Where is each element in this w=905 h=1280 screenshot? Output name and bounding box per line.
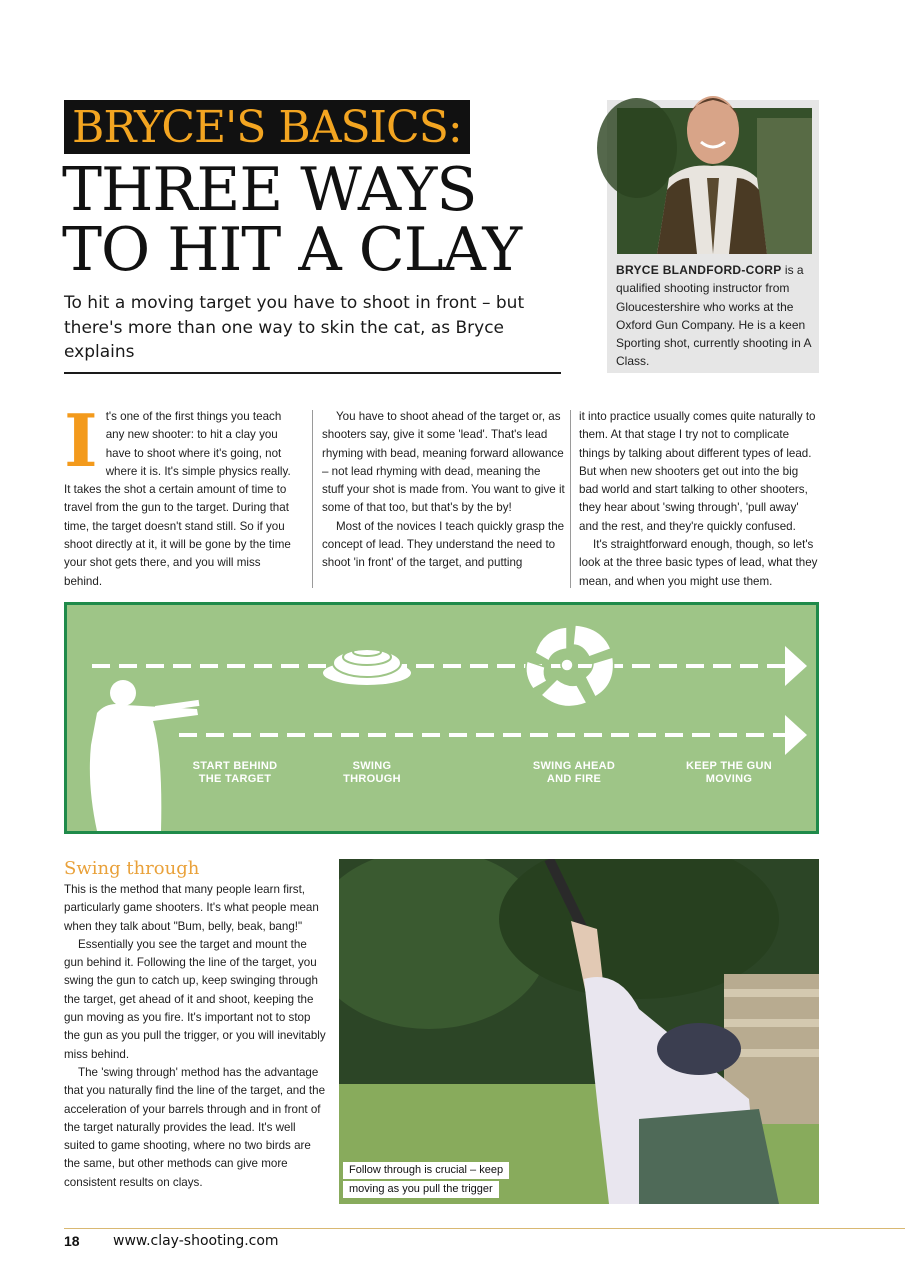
- intro-column-1: [64, 398, 300, 591]
- shooting-photo: [339, 859, 819, 1204]
- title-line-1: THREE WAYS: [62, 155, 477, 225]
- page-number: 18: [64, 1233, 80, 1249]
- broken-clay-icon: [526, 625, 614, 707]
- page-title: [62, 155, 602, 285]
- intro-paragraph-1: t's one of the first things you teach any new shooter: to hit a clay you have to shoot where it's going, not where it is. It's simple physics really. It takes the shot a certain amount of time to travel from the gun to the target. During that time, the target doesn't stand still. So if you shoot directly at it, it will be gone by the time your shot gets there, and you will miss behind.: [64, 410, 291, 588]
- lead-diagram: [64, 602, 819, 834]
- diagram-label-swing: SWING THROUGH: [343, 760, 401, 785]
- diagram-label-fire: SWING AHEAD AND FIRE: [532, 760, 616, 785]
- intro-paragraph-3: Most of the novices I teach quickly grasp the concept of lead. They understand the need to shoot 'in front' of the target, and putting: [322, 519, 565, 570]
- bio-description: is a qualified shooting instructor from Gloucestershire who works at the Oxford Gun Company. He is a keen Sporting shot, currently shooting in A Class.: [616, 263, 811, 369]
- shooter-photo-icon: [339, 859, 819, 1204]
- website-url: www.clay-shooting.com: [113, 1233, 279, 1249]
- section-paragraph-3: The 'swing through' method has the advantage that you naturally find the line of the target, and the acceleration of your barrels through and in front of the target naturally provides the lead. It's well suited to game shooting, where no two birds are the same, but other methods can give more consistent results on clays.: [64, 1065, 326, 1189]
- gun-arrow-icon: [785, 715, 807, 755]
- photo-caption: [343, 1162, 509, 1200]
- header-rule: [64, 372, 561, 374]
- column-divider: [312, 410, 313, 588]
- shooter-silhouette-icon: [90, 680, 200, 831]
- drop-cap: I: [64, 398, 98, 483]
- clay-target-icon: [323, 648, 411, 685]
- intro-paragraph-4: it into practice usually comes quite naturally to them. At that stage I try not to complicate things by talking about different types of lead. But when new shooters get out into the big bad world and start talking to other shooters, they hear about 'swing through', 'pull away' and the rest, and they're quickly confused.: [579, 410, 816, 533]
- section-paragraph-2: Essentially you see the target and mount the gun behind it. Following the line of the target, you swing the gun to catch up, keep swinging through the target, get ahead of it and shoot, keeping the gun moving as you fire. It's important not to stop the gun as you pull the trigger, or you will inevitably miss behind.: [64, 937, 326, 1061]
- kicker: BRYCE'S BASICS:: [72, 102, 462, 153]
- author-photo: [617, 108, 812, 254]
- footer-rule: [64, 1228, 905, 1229]
- target-arrow-icon: [785, 646, 807, 686]
- caption-line-2: moving as you pull the trigger: [343, 1181, 499, 1198]
- section-paragraph-1: This is the method that many people learn first, particularly game shooters. It's what people mean when they talk about "Bum, belly, beak, bang!": [64, 883, 319, 933]
- diagram-label-moving: KEEP THE GUN MOVING: [686, 760, 772, 785]
- intro-column-3: [579, 408, 819, 591]
- column-divider: [570, 410, 571, 588]
- section-heading: Swing through: [64, 858, 200, 879]
- diagram-artwork: [67, 605, 816, 831]
- standfirst: To hit a moving target you have to shoot in front – but there's more than one way to skin the cat, as Bryce explains: [64, 293, 525, 362]
- bio-text: [616, 261, 816, 371]
- caption-line-1: Follow through is crucial – keep: [343, 1162, 509, 1179]
- author-portrait-icon: [617, 108, 812, 254]
- title-line-2: TO HIT A CLAY: [62, 215, 522, 285]
- intro-paragraph-2: You have to shoot ahead of the target or, as shooters say, give it some 'lead'. That's lead rhyming with bead, meaning forward allowance – not lead rhyming with dead, meaning the stuff your shot is made from. You want to give it some of that too, but that's by the by!: [322, 410, 565, 515]
- section-body: [64, 881, 326, 1192]
- bio-name: BRYCE BLANDFORD-CORP: [616, 263, 782, 277]
- diagram-label-start: START BEHIND THE TARGET: [192, 760, 278, 785]
- intro-column-2: [322, 408, 565, 573]
- intro-paragraph-5: It's straightforward enough, though, so let's look at the three basic types of lead, what they mean, and when you might use them.: [579, 538, 818, 588]
- kicker-banner: [64, 100, 470, 154]
